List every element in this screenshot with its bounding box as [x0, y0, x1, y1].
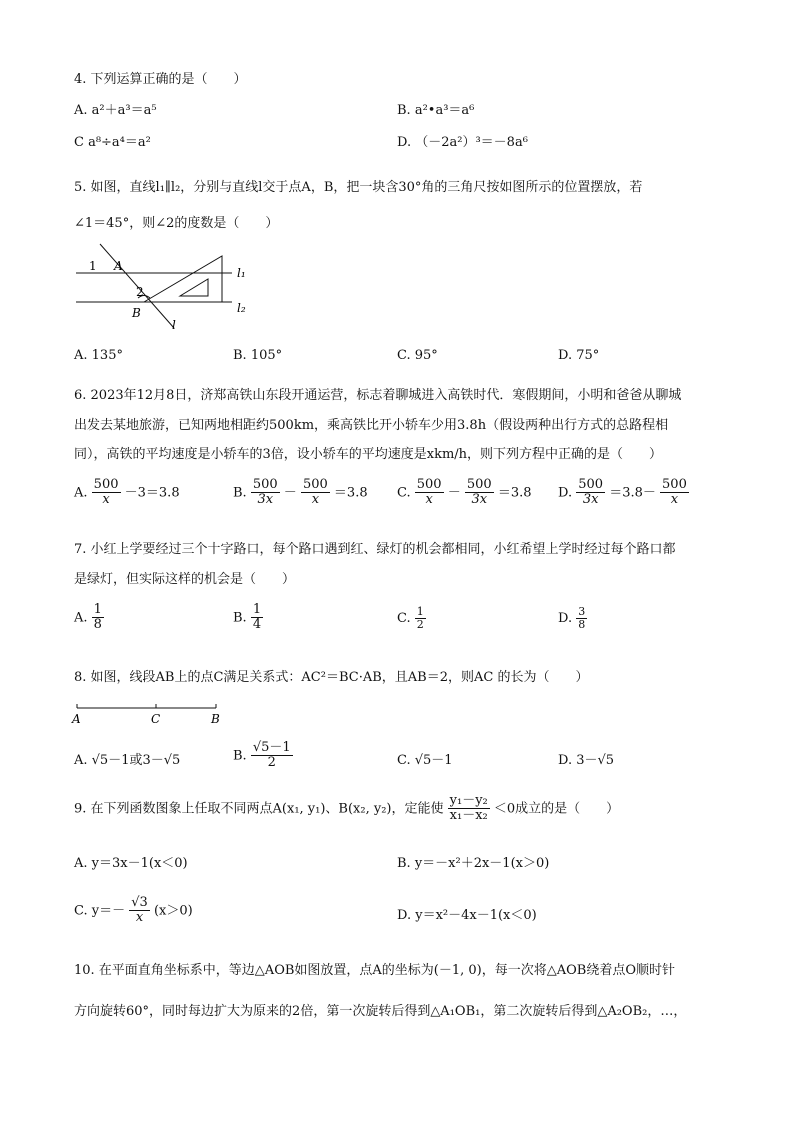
q8-option-b: B. $\frac{√5-1}{2}$	[233, 740, 291, 771]
q6-line2: 出发去某地旅游，已知两地相距约500km，乘高铁比开小轿车少用3.8h（假设两种出行方式的总路程相	[74, 418, 669, 433]
fraction: $\frac{500}{x}$	[662, 477, 687, 508]
q10-line1: 10. 在平面直角坐标系中，等边△AOB如图放置，点A的坐标为(－1, 0)，每一次将△AOB绕着点O顺时针	[74, 963, 675, 978]
q4-option-b: B. a²•a³＝a⁶	[397, 103, 475, 118]
q7-line1: 7. 小红上学要经过三个十字路口，每个路口遇到红、绿灯的机会都相同，小红希望上学时经过每个路口都	[74, 542, 676, 557]
fig-label-a: A	[114, 259, 123, 273]
fraction: $\frac{500}{3x}$	[466, 477, 492, 508]
q4-stem: 4. 下列运算正确的是（ ）	[74, 72, 247, 87]
q7-option-c: C. $\frac{1}{2}$	[397, 605, 424, 632]
q5-option-c: C. 95°	[397, 348, 438, 363]
fraction: $\frac{500}{x}$	[302, 477, 328, 508]
fig-label-l: l	[172, 318, 176, 332]
q8-option-d: D. 3－√5	[558, 753, 615, 768]
q5-option-b: B. 105°	[233, 348, 283, 363]
point-c-label: C	[151, 712, 161, 726]
q4-option-c: C a⁸÷a⁴＝a²	[74, 135, 151, 150]
fraction: $\frac{500}{x}$	[93, 477, 119, 508]
fraction: $\frac{1}{4}$	[252, 602, 262, 633]
q8-option-a: A. √5－1或3－√5	[74, 753, 181, 768]
fraction: $\frac{500}{3x}$	[578, 477, 604, 508]
fraction: $\frac{\text{y₁－y₂}}{\text{x₁－x₂}}$	[449, 793, 488, 824]
fig-label-b: B	[132, 306, 141, 320]
q5-stem-line2: ∠1＝45°，则∠2的度数是（ ）	[74, 216, 279, 231]
fig-label-l2: l₂	[237, 301, 246, 315]
q10-line2: 方向旋转60°，同时每边扩大为原来的2倍，第一次旋转后得到△A₁OB₁，第二次旋转后得到△A₂OB₂，…，	[74, 1004, 687, 1019]
q5-option-a: A. 135°	[74, 348, 123, 363]
fraction: $\frac{500}{x}$	[416, 477, 442, 508]
q8-stem: 8. 如图，线段AB上的点C满足关系式：AC²＝BC·AB，且AB＝2，则AC 的长为（ ）	[74, 670, 589, 685]
q4-option-d: D. （－2a²）³＝－8a⁶	[397, 135, 528, 150]
q6-option-d: D. $\frac{500}{3x}$ ＝3.8－ $\frac{500}{x}$	[558, 477, 687, 508]
q6-option-b: B. $\frac{500}{3x}$ － $\frac{500}{x}$ ＝3.8	[233, 477, 368, 508]
q9-option-a: A. y＝3x－1(x＜0)	[74, 856, 188, 871]
q7-option-d: D. $\frac{3}{8}$	[558, 605, 586, 632]
triangle-ruler	[144, 256, 222, 302]
triangle-ruler-inner	[180, 279, 208, 296]
q9-option-b: B. y＝－x²＋2x－1(x＞0)	[397, 856, 550, 871]
q5-option-d: D. 75°	[558, 348, 600, 363]
q5-figure	[70, 240, 260, 335]
q6-line3: 同），高铁的平均速度是小轿车的3倍，设小轿车的平均速度是xkm/h，则下列方程中正确的是（ ）	[74, 447, 663, 462]
fraction: $\frac{√5-1}{2}$	[252, 740, 291, 771]
fraction: $\frac{3}{8}$	[578, 605, 586, 632]
q7-option-a: A. $\frac{1}{8}$	[74, 602, 102, 633]
fraction: $\frac{1}{2}$	[416, 605, 424, 632]
q9-option-c: C. y＝－ $\frac{√3}{x}$ (x＞0)	[74, 895, 193, 926]
q9-stem: 9. 在下列函数图象上任取不同两点A(x₁, y₁)、B(x₂, y₂)，定能使 $\frac{\text{y₁－y₂}}{\text{x₁－x₂}}$ ＜0成立的是（ ）	[74, 793, 620, 824]
q8-segment-figure	[70, 698, 230, 728]
fig-label-1: 1	[89, 259, 97, 273]
q7-option-b: B. $\frac{1}{4}$	[233, 602, 262, 633]
point-b-label: B	[211, 712, 220, 726]
fig-label-l1: l₁	[237, 266, 246, 280]
q6-option-a: A. $\frac{500}{x}$ －3＝3.8	[74, 477, 180, 508]
q7-line2: 是绿灯，但实际这样的机会是（ ）	[74, 572, 296, 587]
q8-option-c: C. √5－1	[397, 753, 453, 768]
q4-option-a: A. a²＋a³＝a⁵	[74, 103, 157, 118]
q6-option-c: C. $\frac{500}{x}$ － $\frac{500}{3x}$ ＝3.8	[397, 477, 532, 508]
point-a-label: A	[72, 712, 81, 726]
q9-option-d: D. y＝x²－4x－1(x＜0)	[397, 908, 537, 923]
q5-stem-line1: 5. 如图，直线l₁∥l₂，分别与直线l交于点A，B，把一块含30°角的三角尺按如图所示的位置摆放，若	[74, 180, 643, 195]
fraction: $\frac{1}{8}$	[93, 602, 102, 633]
fraction: $\frac{500}{3x}$	[252, 477, 278, 508]
fraction: $\frac{√3}{x}$	[131, 895, 148, 926]
fig-label-2: 2	[136, 285, 144, 299]
q6-line1: 6. 2023年12月8日，济郑高铁山东段开通运营，标志着聊城进入高铁时代．寒假期间，小明和爸爸从聊城	[74, 388, 682, 403]
